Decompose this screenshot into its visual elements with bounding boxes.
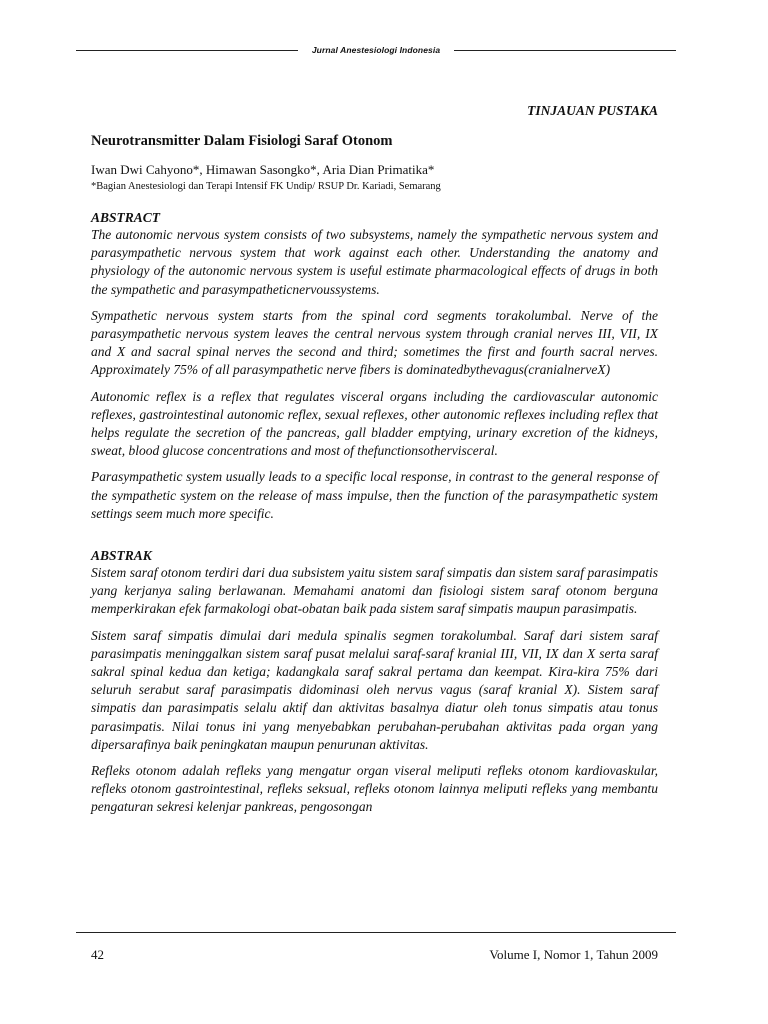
article-body xyxy=(91,209,658,825)
volume-info: Volume I, Nomor 1, Tahun 2009 xyxy=(489,947,658,962)
footer-rule xyxy=(76,932,676,933)
section-spacer xyxy=(91,531,658,547)
author-affiliation: *Bagian Anestesiologi dan Terapi Intensif FK Undip/ RSUP Dr. Kariadi, Semarang xyxy=(91,181,441,192)
abstract-paragraph: The autonomic nervous system consists of two subsystems, namely the sympathetic nervous system and parasympathetic nervous system that work against each other. Understanding the anatomy and physiology of the autonomic nervous system is useful estimate pharmacological effects of drugs in both the sympathetic and parasympatheticnervoussystems. xyxy=(91,227,658,297)
abstrak-paragraph: Sistem saraf simpatis dimulai dari medula spinalis segmen torakolumbal. Saraf dari sistem saraf parasimpatis meninggalkan sistem saraf pusat melalui saraf-saraf kranial III, VII, IX dan X serta saraf sakral spinal kedua dan ketiga; kadangkala saraf sakral pertama dan keempat. Kira-kira 75% dari seluruh serabut saraf parasimpatis didominasi oleh nervus vagus (saraf kranial X). Sistem saraf simpatis dan parasimpatis selalu aktif dan aktivitas basalnya diatur oleh tonus simpatis atau tonus parasimpatis. Nilai tonus ini yang menyebabkan perubahan-perubahan aktivitas pada organ yang dipersarafinya baik peningkatan maupun penurunan aktivitas. xyxy=(91,627,658,752)
journal-name: Jurnal Anestesiologi Indonesia xyxy=(311,45,441,55)
section-label: TINJAUAN PUSTAKA xyxy=(527,103,658,118)
abstract-paragraph: Autonomic reflex is a reflex that regulates visceral organs including the cardiovascular autonomic reflexes, gastrointestinal autonomic reflex, sexual reflexes, other autonomic reflexes including reflex that helps regulate the secretion of the pancreas, gall bladder emptying, urinary excretion of the kidneys, sweat, blood glucose concentrations and most of thefunctionsothervisceral. xyxy=(91,388,658,459)
page-number: 42 xyxy=(91,947,104,962)
header-rule-left xyxy=(76,50,298,51)
abstract-paragraph: Parasympathetic system usually leads to a specific local response, in contrast to the general response of the sympathetic system on the release of mass impulse, then the function of the parasympathetic system settings seem much more specific. xyxy=(91,469,658,521)
running-header xyxy=(76,42,676,58)
header-rule-right xyxy=(454,50,676,51)
article-title: Neurotransmitter Dalam Fisiologi Saraf Otonom xyxy=(91,133,393,149)
abstract-paragraph: Sympathetic nervous system starts from the spinal cord segments torakolumbal. Nerve of the parasympathetic nervous system leaves the central nervous system through cranial nerves III, VII, IX and X and sacral spinal nerves the second and third; sometimes the first and fourth sacral nerves. Approximately 75% of all parasympathetic nerve fibers is dominatedbythevagus(cranialnerveX) xyxy=(91,307,658,378)
author-list: Iwan Dwi Cahyono*, Himawan Sasongko*, Aria Dian Primatika* xyxy=(91,162,435,177)
abstrak-paragraph: Sistem saraf otonom terdiri dari dua subsistem yaitu sistem saraf simpatis dan sistem saraf parasimpatis yang kerjanya saling berlawanan. Memahami anatomi dan fisiologi sistem saraf otonom berguna memperkirakan efek farmakologi obat-obatan baik pada sistem saraf simpatis maupun parasimpatis. xyxy=(91,565,658,617)
abstract-heading: ABSTRACT xyxy=(91,210,161,225)
abstrak-paragraph: Refleks otonom adalah refleks yang mengatur organ viseral meliputi refleks otonom kardiovaskular, refleks otonom gastrointestinal, refleks seksual, refleks otonom lainnya meliputi refleks yang membantu pengaturan sekresi kelenjar pankreas, pengosongan xyxy=(91,763,658,815)
abstrak-heading: ABSTRAK xyxy=(91,548,152,564)
